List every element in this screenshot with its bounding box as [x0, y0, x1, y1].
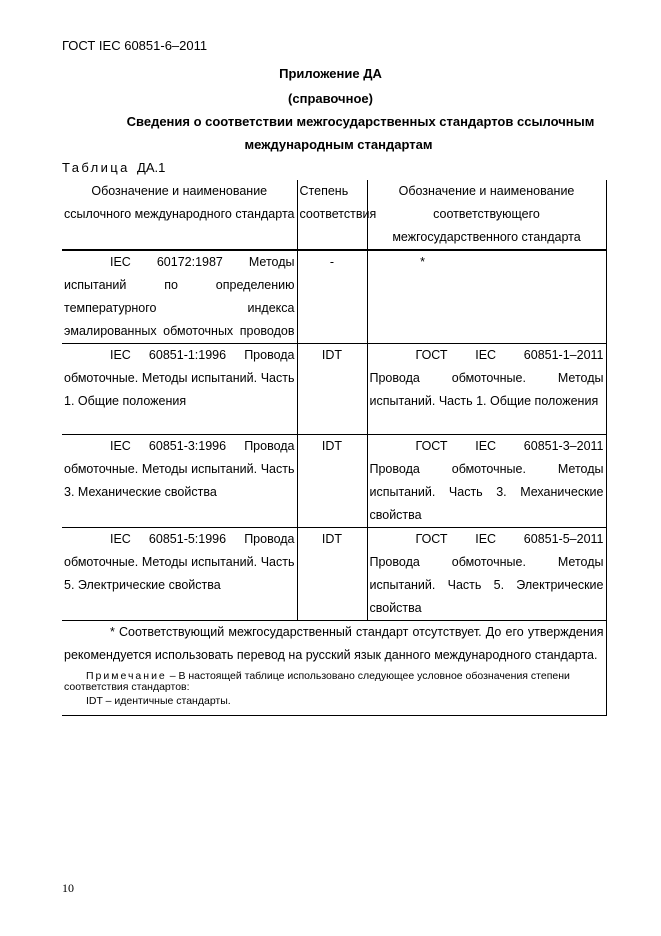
cell-international: IEC 60851-1:1996 Провода обмоточные. Методы испытаний. Часть 1. Общие положения: [62, 344, 297, 435]
table-footer-row: [62, 621, 606, 716]
note-label: Примечание: [86, 670, 167, 682]
table-header-row: [62, 180, 606, 250]
column-header-national: Обозначение и наименование соответствующего межгосударственного стандарта: [367, 180, 606, 250]
cell-degree: IDT: [297, 435, 367, 528]
table-label: Таблица ДА.1: [62, 160, 166, 175]
cell-national: ГОСТ IEC 60851-5–2011 Провода обмоточные. Методы испытаний. Часть 5. Электрические свойства: [367, 528, 606, 621]
cell-national: *: [367, 250, 606, 344]
table-row: [62, 250, 606, 344]
appendix-heading-line2: международным стандартам: [244, 137, 433, 152]
note-item: IDT – идентичные стандарты.: [86, 695, 231, 707]
cell-national: ГОСТ IEC 60851-3–2011 Провода обмоточные. Методы испытаний. Часть 3. Механические свойства: [367, 435, 606, 528]
table-row: [62, 528, 606, 621]
appendix-heading-line1: Сведения о соответствии межгосударственных стандартов ссылочным: [126, 114, 595, 129]
cell-national: ГОСТ IEC 60851-1–2011 Провода обмоточные. Методы испытаний. Часть 1. Общие положения: [367, 344, 606, 435]
table-row: [62, 435, 606, 528]
cell-degree: IDT: [297, 528, 367, 621]
document-code: ГОСТ IEC 60851-6–2011: [62, 38, 208, 53]
cell-international: IEC 60851-3:1996 Провода обмоточные. Методы испытаний. Часть 3. Механические свойства: [62, 435, 297, 528]
table-note: [62, 667, 606, 715]
cell-international: IEC 60172:1987 Методы испытаний по определению температурного индекса эмалированных обмоточных проводов: [62, 250, 297, 344]
cell-degree: IDT: [297, 344, 367, 435]
column-header-degree: Степень соответствия: [297, 180, 367, 250]
note-text: – В настоящей таблице использовано следующее условное обозначения степени соответствия стандартов:: [64, 670, 570, 693]
cell-international: IEC 60851-5:1996 Провода обмоточные. Методы испытаний. Часть 5. Электрические свойства: [62, 528, 297, 621]
correspondence-table: [62, 180, 607, 716]
appendix-title: Приложение ДА: [279, 66, 382, 81]
table-footnote: * Соответствующий межгосударственный стандарт отсутствует. До его утверждения рекомендуется использовать перевод на русский язык данного международного стандарта.: [64, 625, 604, 662]
cell-degree: -: [297, 250, 367, 344]
table-row: [62, 344, 606, 435]
page-number: 10: [62, 881, 74, 895]
appendix-subtitle: (справочное): [288, 91, 373, 106]
column-header-international: Обозначение и наименование ссылочного международного стандарта: [62, 180, 297, 250]
